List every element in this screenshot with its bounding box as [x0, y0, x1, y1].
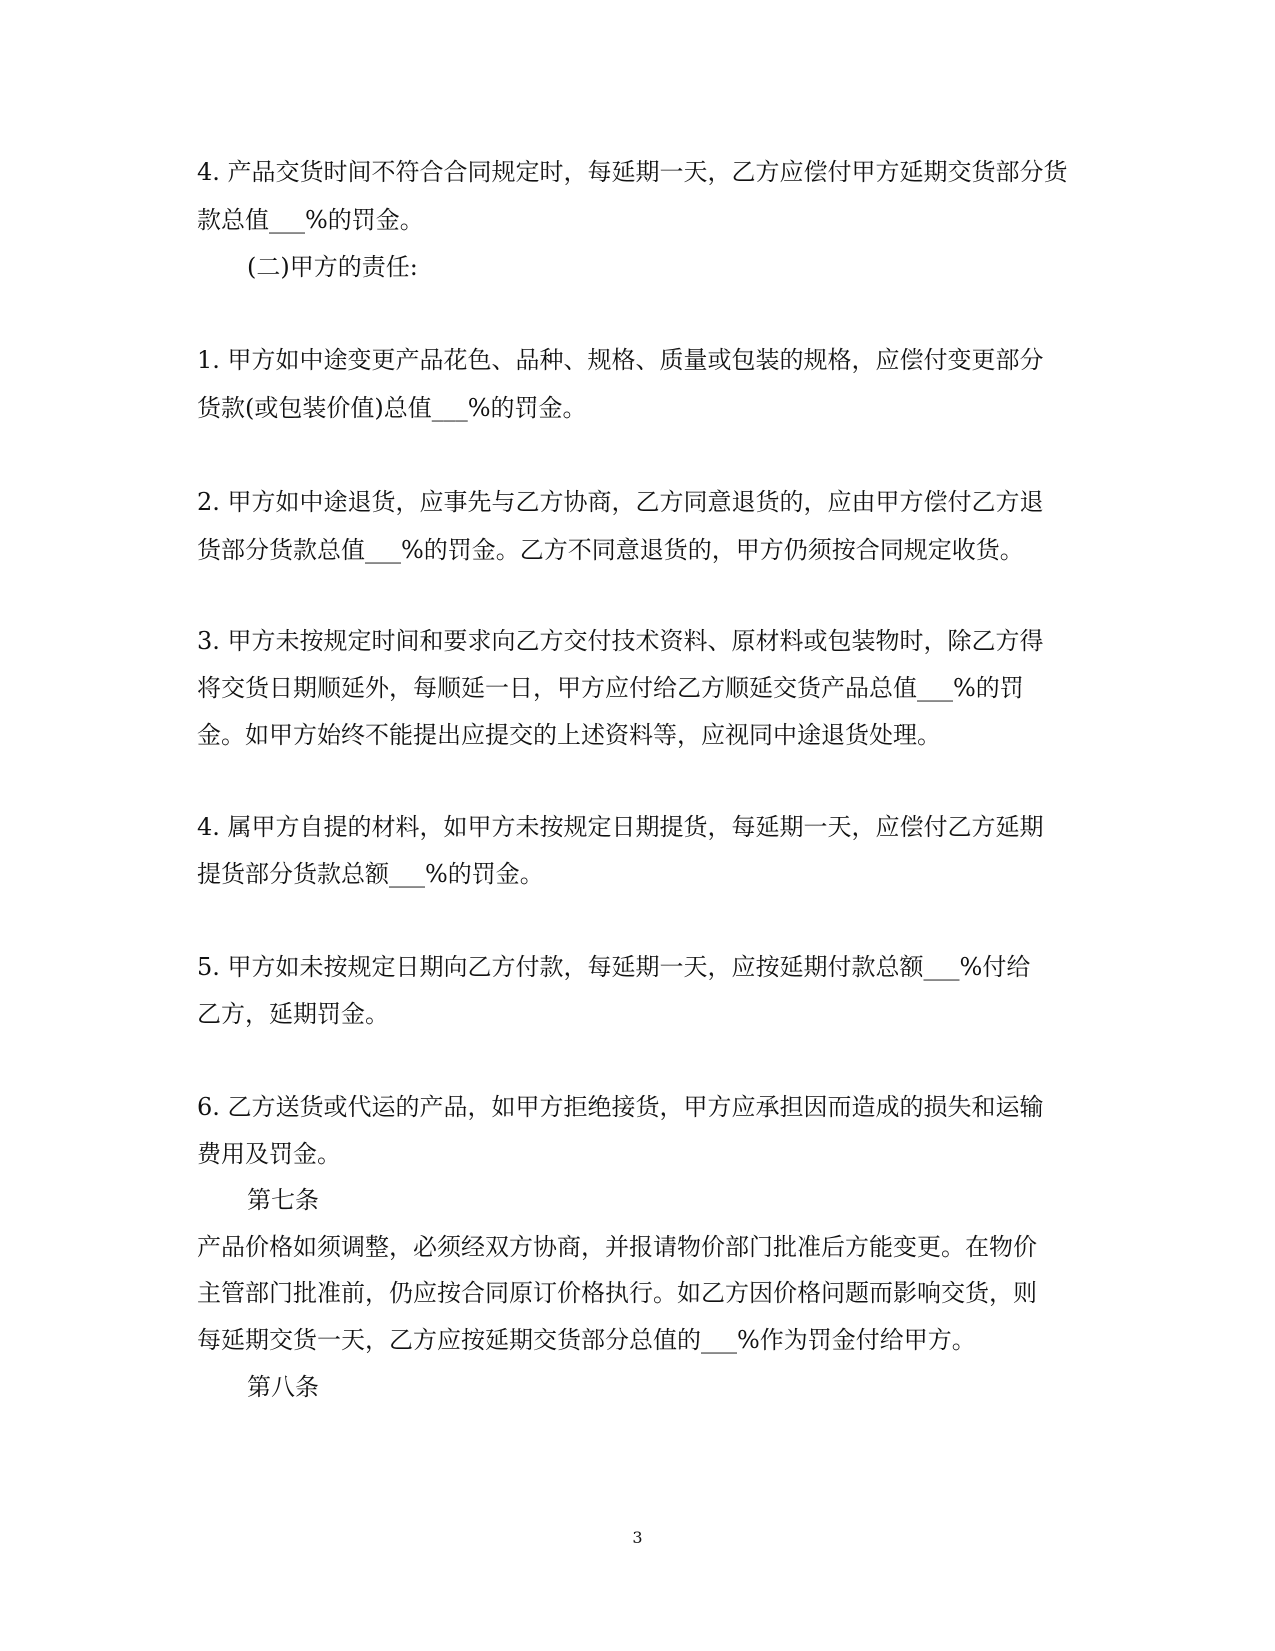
- text-line: 3. 甲方未按规定时间和要求向乙方交付技术资料、原材料或包装物时，除乙方得: [197, 627, 1044, 655]
- text-line: 4. 产品交货时间不符合合同规定时，每延期一天，乙方应偿付甲方延期交货部分货: [197, 158, 1068, 186]
- text-line: 将交货日期顺延外，每顺延一日，甲方应付给乙方顺延交货产品总值___%的罚: [197, 674, 1024, 702]
- text-line: 金。如甲方始终不能提出应提交的上述资料等，应视同中途退货处理。: [197, 721, 941, 749]
- article-heading: 第七条: [247, 1186, 319, 1214]
- text-line: 款总值___%的罚金。: [197, 206, 424, 234]
- text-line: 费用及罚金。: [197, 1140, 341, 1168]
- text-line: 4. 属甲方自提的材料，如甲方未按规定日期提货，每延期一天，应偿付乙方延期: [197, 813, 1044, 841]
- text-line: 每延期交货一天，乙方应按延期交货部分总值的___%作为罚金付给甲方。: [197, 1326, 976, 1354]
- page-number: 3: [632, 1528, 643, 1547]
- text-line: 2. 甲方如中途退货，应事先与乙方协商，乙方同意退货的，应由甲方偿付乙方退: [197, 488, 1044, 516]
- article-heading: 第八条: [247, 1373, 319, 1401]
- text-line: 提货部分货款总额___%的罚金。: [197, 860, 544, 888]
- text-line: 产品价格如须调整，必须经双方协商，并报请物价部门批准后方能变更。在物价: [197, 1233, 1037, 1261]
- text-line: 货款(或包装价值)总值___%的罚金。: [197, 394, 587, 422]
- text-line: 主管部门批准前，仍应按合同原订价格执行。如乙方因价格问题而影响交货，则: [197, 1279, 1037, 1307]
- section-heading: (二)甲方的责任:: [247, 253, 418, 281]
- text-line: 1. 甲方如中途变更产品花色、品种、规格、质量或包装的规格，应偿付变更部分: [197, 346, 1044, 374]
- text-line: 乙方，延期罚金。: [197, 1000, 389, 1028]
- text-line: 货部分货款总值___%的罚金。乙方不同意退货的，甲方仍须按合同规定收货。: [197, 536, 1024, 564]
- text-line: 6. 乙方送货或代运的产品，如甲方拒绝接货，甲方应承担因而造成的损失和运输: [197, 1093, 1044, 1121]
- text-line: 5. 甲方如未按规定日期向乙方付款，每延期一天，应按延期付款总额___%付给: [197, 953, 1031, 981]
